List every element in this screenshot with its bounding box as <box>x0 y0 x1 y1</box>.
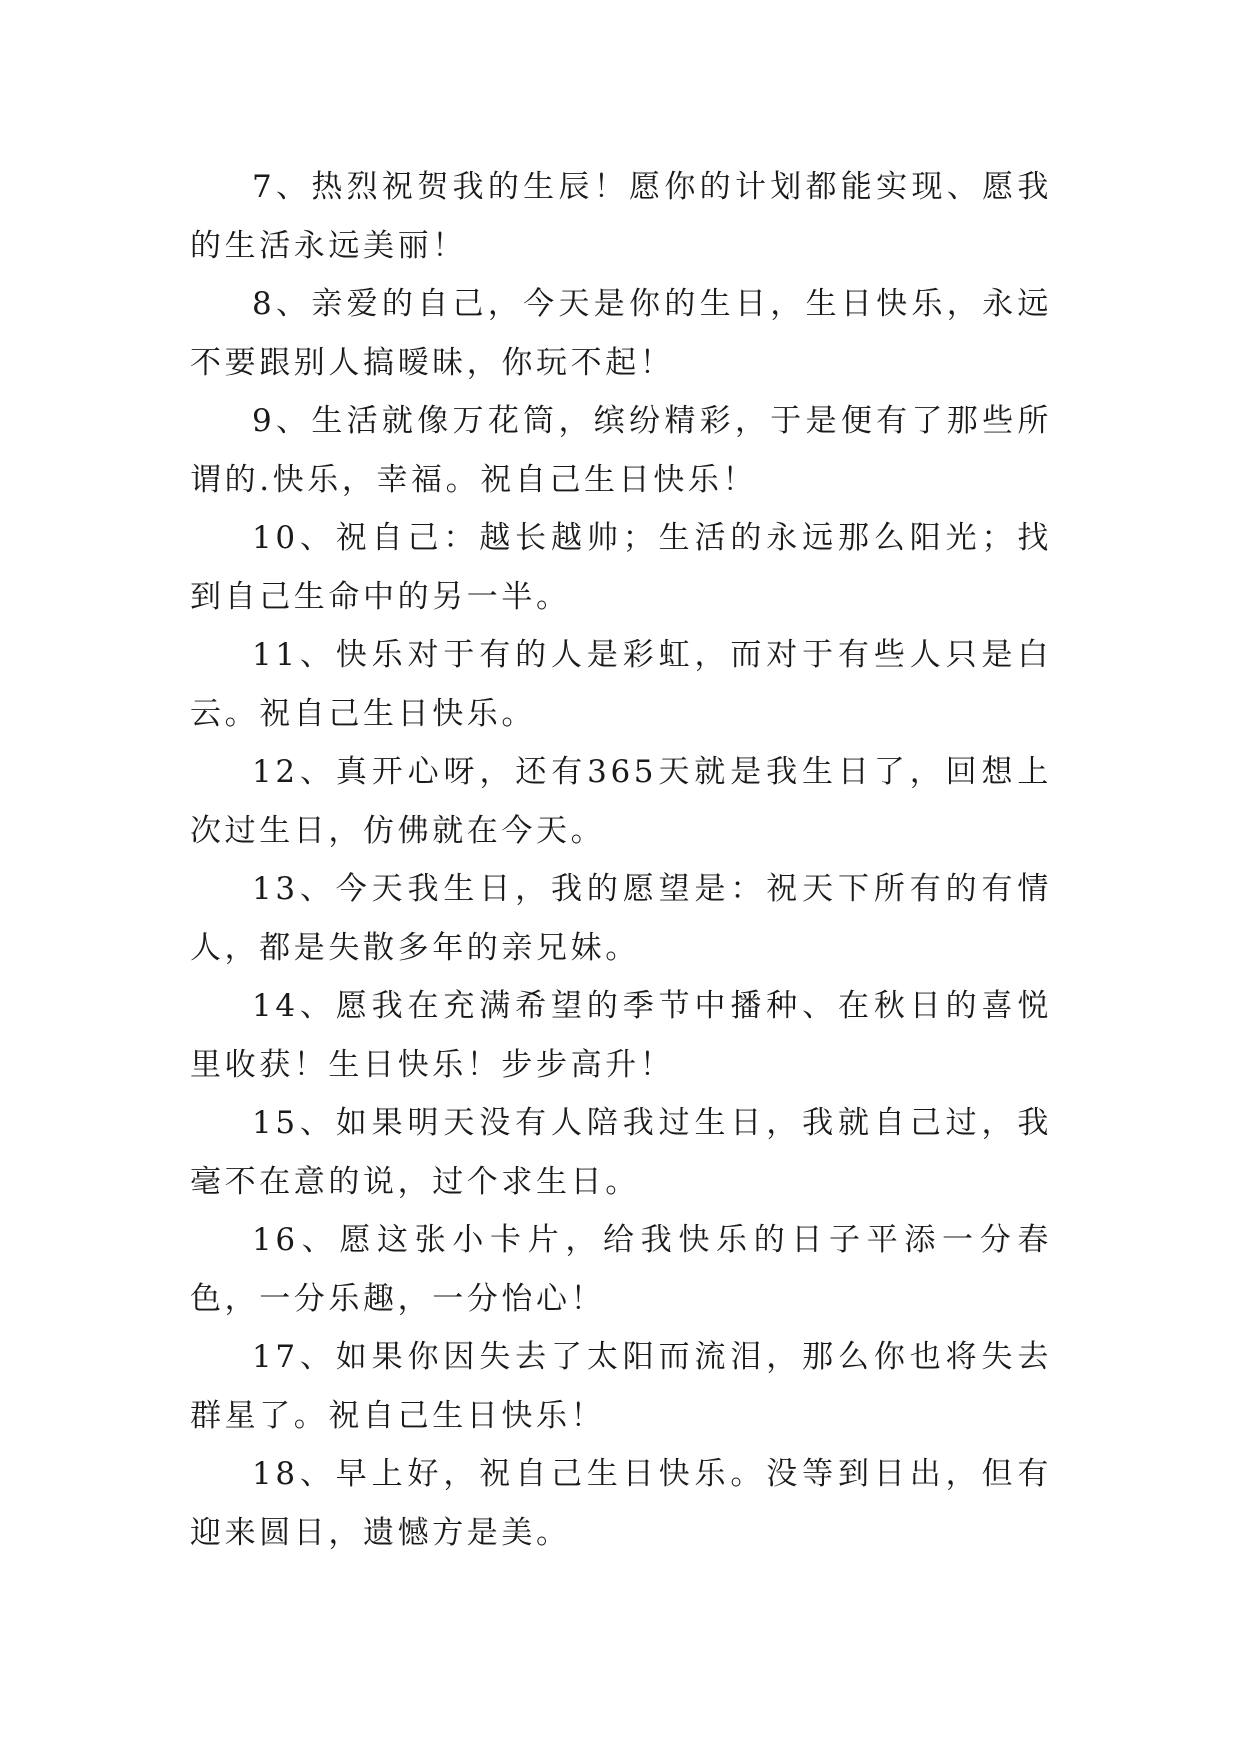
paragraph-12: 12、真开心呀，还有365天就是我生日了，回想上次过生日，仿佛就在今天。 <box>190 754 1052 849</box>
paragraph-13: 13、今天我生日，我的愿望是：祝天下所有的有情人，都是失散多年的亲兄妹。 <box>190 871 1052 966</box>
paragraph-8: 8、亲爱的自己，今天是你的生日，生日快乐，永远不要跟别人搞暧昧，你玩不起！ <box>190 286 1052 381</box>
paragraph-17: 17、如果你因失去了太阳而流泪，那么你也将失去群星了。祝自己生日快乐！ <box>190 1339 1052 1434</box>
paragraph-11: 11、快乐对于有的人是彩虹，而对于有些人只是白云。祝自己生日快乐。 <box>190 637 1052 732</box>
paragraph-9: 9、生活就像万花筒，缤纷精彩，于是便有了那些所谓的.快乐，幸福。祝自己生日快乐！ <box>190 403 1052 498</box>
paragraph-18: 18、早上好，祝自己生日快乐。没等到日出，但有迎来圆日，遗憾方是美。 <box>190 1456 1052 1551</box>
paragraph-7: 7、热烈祝贺我的生辰！愿你的计划都能实现、愿我的生活永远美丽！ <box>190 169 1052 264</box>
paragraph-10: 10、祝自己：越长越帅；生活的永远那么阳光；找到自己生命中的另一半。 <box>190 520 1052 615</box>
paragraph-14: 14、愿我在充满希望的季节中播种、在秋日的喜悦里收获！生日快乐！步步高升！ <box>190 988 1052 1083</box>
document-body <box>190 158 1052 1562</box>
paragraph-16: 16、愿这张小卡片，给我快乐的日子平添一分春色，一分乐趣，一分怡心！ <box>190 1222 1052 1317</box>
paragraph-15: 15、如果明天没有人陪我过生日，我就自己过，我毫不在意的说，过个求生日。 <box>190 1105 1052 1200</box>
